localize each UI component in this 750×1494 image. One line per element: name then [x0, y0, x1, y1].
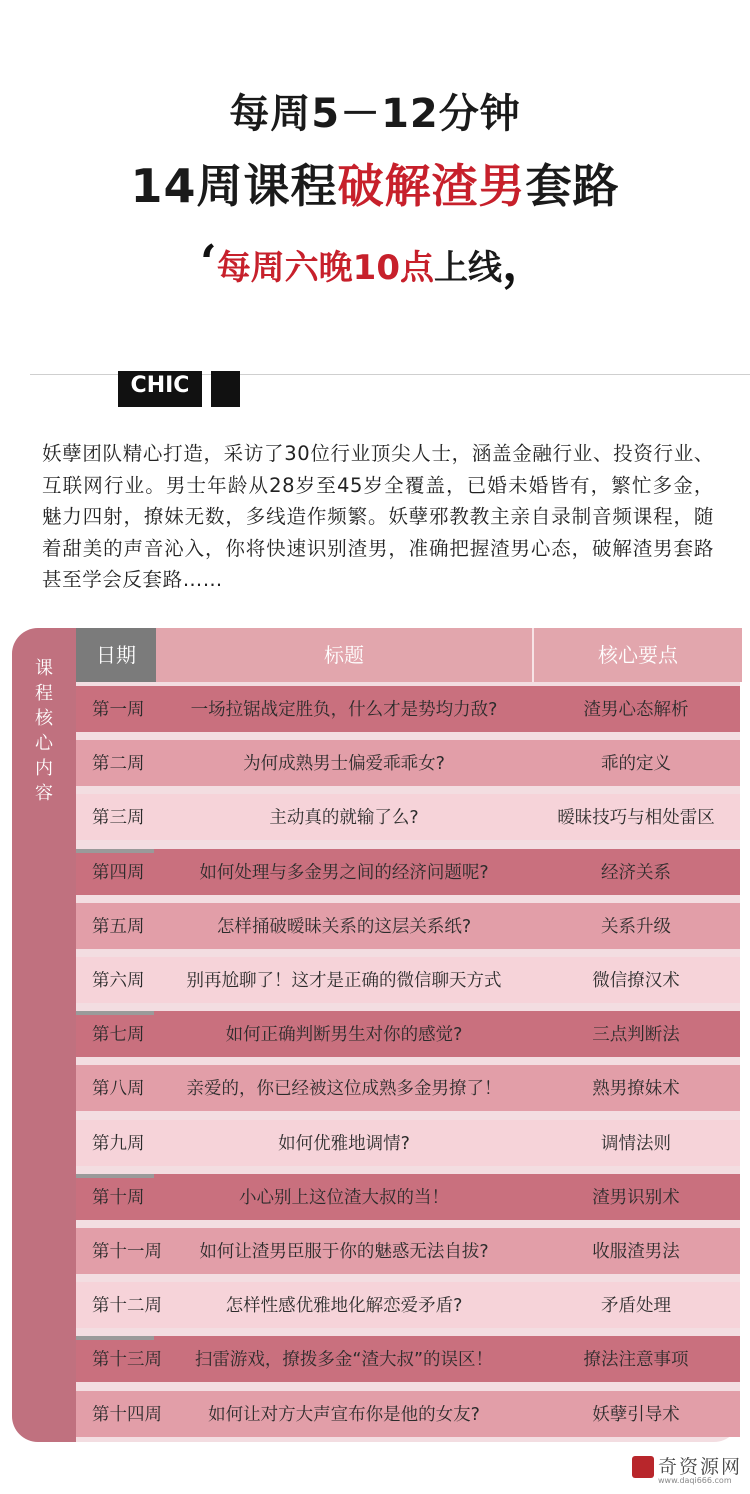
row-title: 主动真的就输了么?	[269, 808, 419, 828]
table-row	[76, 903, 740, 949]
row-title: 如何正确判断男生对你的感觉?	[225, 1025, 463, 1045]
table-row	[76, 1282, 740, 1328]
row-key-point: 三点判断法	[592, 1025, 680, 1045]
row-title: 如何优雅地调情?	[278, 1134, 410, 1154]
row-title: 怎样捅破暧昧关系的这层关系纸?	[216, 917, 472, 937]
table-row	[76, 1174, 740, 1220]
row-key-point: 经济关系	[601, 863, 671, 883]
row-key-point: 渣男心态解析	[583, 700, 689, 720]
row-week: 第十周	[92, 1188, 145, 1208]
row-week: 第五周	[92, 917, 145, 937]
chic-badge: CHIC	[118, 371, 202, 407]
row-key-point: 暧昧技巧与相处雷区	[557, 808, 715, 828]
schedule-time: 每周六晚10点	[216, 248, 435, 288]
badge-block	[211, 371, 240, 407]
row-title: 如何让对方大声宣布你是他的女友?	[208, 1405, 480, 1425]
row-week: 第八周	[92, 1079, 145, 1099]
header-date: 日期	[76, 628, 156, 682]
table-row	[76, 957, 740, 1003]
row-week: 第十三周	[92, 1350, 162, 1370]
row-week: 第二周	[92, 754, 145, 774]
table-header	[76, 628, 740, 682]
row-week: 第十四周	[92, 1405, 162, 1425]
headline-course	[0, 150, 750, 216]
row-title: 如何处理与多金男之间的经济问题呢?	[199, 863, 489, 883]
row-title: 小心别上这位渣大叔的当！	[239, 1188, 449, 1208]
headline-schedule	[0, 224, 750, 293]
row-key-point: 微信撩汉术	[592, 971, 680, 991]
row-week: 第十二周	[92, 1296, 162, 1316]
row-key-point: 熟男撩妹术	[592, 1079, 680, 1099]
headline-course-highlight: 破解渣男	[337, 159, 526, 213]
row-week: 第三周	[92, 808, 145, 828]
headline-course-post: 套路	[525, 159, 620, 213]
headline-course-pre: 14周课程	[130, 159, 338, 213]
table-row	[76, 1120, 740, 1166]
row-title: 如何让渣男臣服于你的魅惑无法自拔?	[199, 1242, 489, 1262]
row-key-point: 乖的定义	[601, 754, 671, 774]
intro-paragraph: 妖孽团队精心打造，采访了30位行业顶尖人士，涵盖金融行业、投资行业、互联网行业。男士年龄从28岁至45岁全覆盖，已婚未婚皆有，繁忙多金，魅力四射，撩妹无数，多线造作频繁。妖孽邪教教主亲自录制音频课程，随着甜美的声音沁入，你将快速识别渣男，准确把握渣男心态，破解渣男套路甚至学会反套路……	[42, 442, 714, 591]
table-row	[76, 794, 740, 840]
watermark-url: www.daqi666.com	[658, 1476, 732, 1485]
close-quote: ，	[502, 235, 551, 291]
table-row	[76, 1228, 740, 1274]
table-row	[76, 1011, 740, 1057]
open-quote: ‘	[199, 235, 217, 291]
watermark	[632, 1452, 742, 1490]
row-title: 一场拉锯战定胜负，什么才是势均力敌?	[190, 700, 498, 720]
table-row	[76, 849, 740, 895]
row-key-point: 妖孽引导术	[592, 1405, 680, 1425]
table-row	[76, 686, 740, 732]
row-week: 第四周	[92, 863, 145, 883]
row-week: 第七周	[92, 1025, 145, 1045]
row-week: 第十一周	[92, 1242, 162, 1262]
watermark-text: 奇资源网	[658, 1456, 743, 1478]
row-key-point: 收服渣男法	[592, 1242, 680, 1262]
row-week: 第一周	[92, 700, 145, 720]
table-row	[76, 740, 740, 786]
header-key-points: 核心要点	[532, 628, 742, 682]
row-title: 怎样性感优雅地化解恋爱矛盾?	[225, 1296, 463, 1316]
table-row	[76, 1391, 740, 1437]
row-key-point: 矛盾处理	[601, 1296, 671, 1316]
row-key-point: 撩法注意事项	[583, 1350, 689, 1370]
table-row	[76, 1065, 740, 1111]
row-title: 别再尬聊了！这才是正确的微信聊天方式	[186, 971, 502, 991]
schedule-online: 上线	[434, 248, 503, 288]
row-week: 第九周	[92, 1134, 145, 1154]
row-title: 亲爱的，你已经被这位成熟多金男撩了！	[186, 1079, 502, 1099]
side-label: 课程核心内容	[35, 658, 53, 804]
row-key-point: 渣男识别术	[592, 1188, 680, 1208]
row-key-point: 关系升级	[601, 917, 671, 937]
row-title: 为何成熟男士偏爱乖乖女?	[243, 754, 445, 774]
watermark-logo-icon	[632, 1456, 654, 1478]
row-week: 第六周	[92, 971, 145, 991]
headline-duration: 每周5－12分钟	[229, 91, 521, 137]
row-key-point: 调情法则	[601, 1134, 671, 1154]
row-title: 扫雷游戏，撩拨多金“渣大叔”的误区！	[194, 1350, 494, 1370]
header-title: 标题	[156, 628, 532, 682]
table-row	[76, 1336, 740, 1382]
